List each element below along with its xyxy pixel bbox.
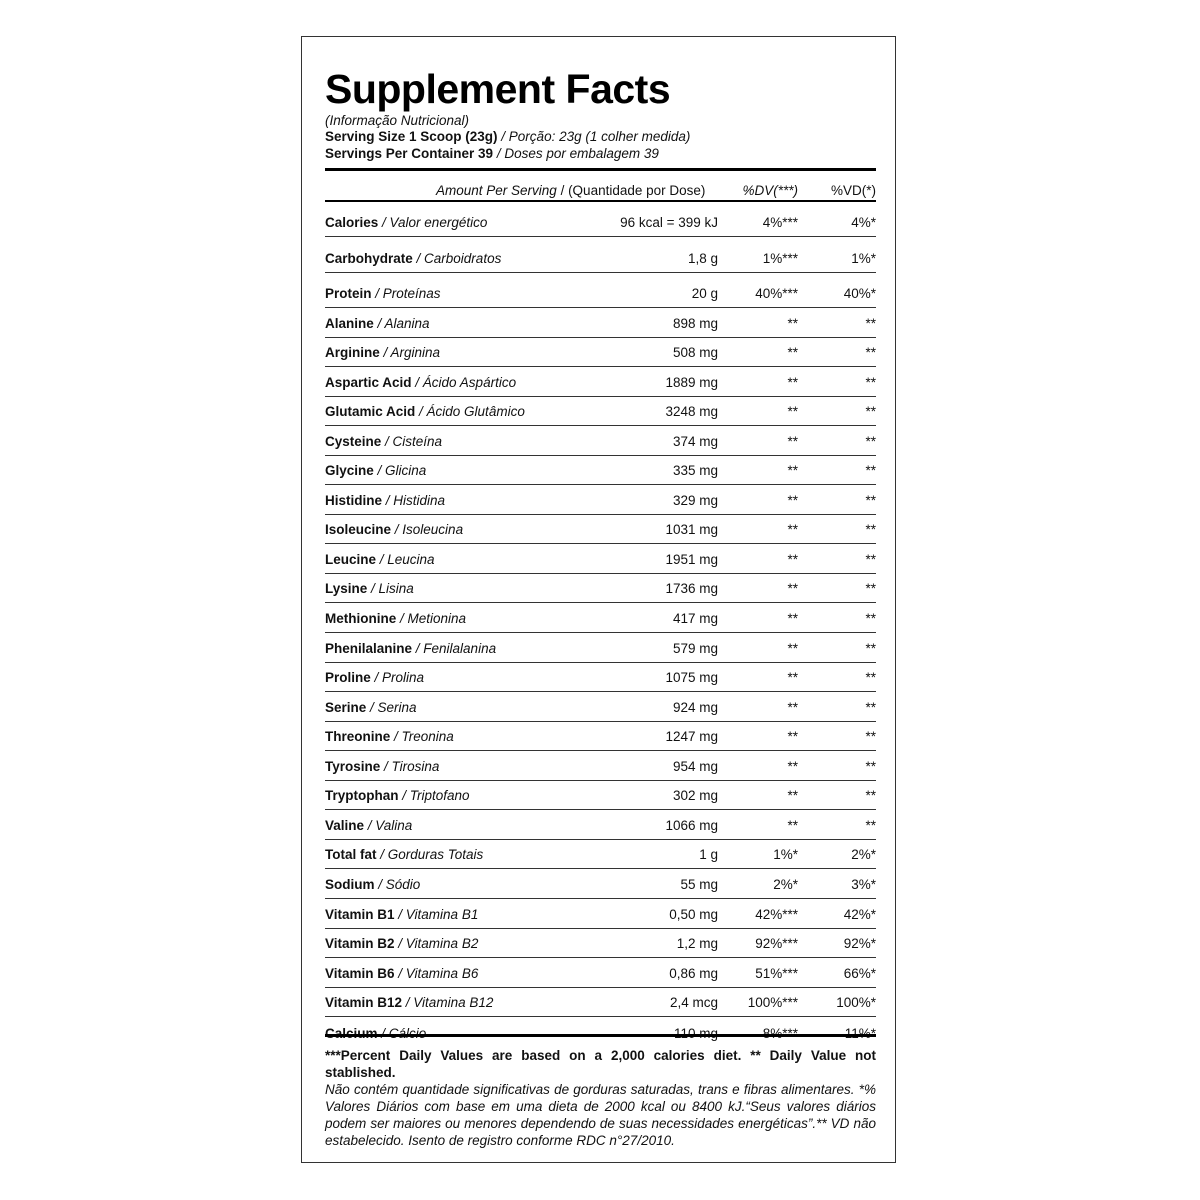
nutrient-name-pt: / Arginina <box>379 345 441 361</box>
nutrient-amount: 335 mg <box>672 463 718 479</box>
nutrient-amount: 20 g <box>691 286 718 301</box>
nutrient-vd: 4%* <box>851 215 876 230</box>
nutrient-amount: 329 mg <box>672 492 718 508</box>
nutrient-name-pt: / Leucina <box>376 551 435 567</box>
table-row <box>325 202 876 237</box>
nutrient-name-en: Carbohydrate <box>325 251 413 266</box>
nutrient-dv: ** <box>787 581 798 597</box>
nutrient-vd: 92%* <box>843 936 876 952</box>
nutrient-name-pt: / Cisteína <box>381 433 443 449</box>
nutrient-dv: 1%*** <box>762 251 798 266</box>
nutrient-name <box>325 995 493 1010</box>
nutrient-vd: ** <box>865 551 876 567</box>
nutrient-name <box>325 700 417 715</box>
nutrient-name-en: Serine <box>325 699 367 715</box>
table-row <box>325 899 876 929</box>
serving-size-pt: / Porção: 23g (1 colher medida) <box>497 129 691 144</box>
amount-header-label: Amount Per Serving <box>436 183 557 198</box>
nutrient-dv: 100%*** <box>747 995 798 1011</box>
table-row <box>325 722 876 752</box>
nutrient-vd: ** <box>865 374 876 390</box>
nutrient-vd: ** <box>865 492 876 508</box>
nutrient-amount: 1951 mg <box>665 551 718 567</box>
nutrient-name <box>325 434 442 449</box>
nutrient-name-en: Arginine <box>325 345 380 361</box>
nutrient-amount: 0,50 mg <box>669 906 718 922</box>
nutrient-name-en: Methionine <box>325 611 397 627</box>
nutrient-dv: ** <box>787 315 798 331</box>
nutrient-name <box>325 404 525 419</box>
nutrient-name-pt: / Triptofano <box>398 788 470 804</box>
nutrient-dv: 2%* <box>773 876 798 892</box>
nutrient-name-pt: / Serina <box>366 699 417 715</box>
nutrient-dv: ** <box>787 729 798 745</box>
nutrient-name-pt: / Vitamina B6 <box>394 965 479 981</box>
nutrient-vd: ** <box>865 729 876 745</box>
table-row <box>325 781 876 811</box>
nutrient-amount: 508 mg <box>672 345 718 361</box>
nutrient-dv: ** <box>787 670 798 686</box>
nutrient-name-en: Alanine <box>325 315 374 331</box>
footnote-pt: Não contém quantidade significativas de gorduras saturadas, trans e fibras alimentares. *% Valores Diários com base em uma dieta de 2000 kcal ou 8400 kJ.“Seus valores diários podem ser maiores ou menores dependendo de suas necessidades energéticas”.** VD não estabelecido. Isento de registro conforme RDC n°27/2010. <box>325 1082 876 1148</box>
nutrient-vd: ** <box>865 522 876 538</box>
nutrient-amount: 3248 mg <box>665 404 718 420</box>
nutrient-name <box>325 907 478 922</box>
nutrient-dv: 42%*** <box>755 906 798 922</box>
nutrient-amount: 898 mg <box>672 315 718 331</box>
table-row <box>325 810 876 840</box>
nutrient-dv: ** <box>787 374 798 390</box>
nutrient-name <box>325 611 466 626</box>
nutrient-dv: 40%*** <box>755 286 798 301</box>
nutrient-vd: 1%* <box>851 251 876 266</box>
nutrient-amount: 417 mg <box>672 611 718 627</box>
nutrient-amount: 1889 mg <box>665 374 718 390</box>
amount-header <box>436 183 705 198</box>
nutrient-amount: 55 mg <box>680 876 718 892</box>
nutrient-name <box>325 345 440 360</box>
nutrient-name-en: Aspartic Acid <box>325 374 412 390</box>
table-row <box>325 988 876 1018</box>
vd-header: %VD(*) <box>830 183 876 198</box>
nutrient-vd: ** <box>865 788 876 804</box>
nutrient-name-en: Threonine <box>325 729 391 745</box>
servings-per-container <box>325 146 659 162</box>
nutrient-vd: 100%* <box>836 995 876 1011</box>
nutrient-name-pt: / Vitamina B12 <box>402 995 494 1011</box>
nutrient-name-en: Sodium <box>325 876 375 892</box>
nutrient-name-en: Vitamin B2 <box>325 936 395 952</box>
nutrient-name-en: Tyrosine <box>325 758 381 774</box>
table-row <box>325 456 876 486</box>
nutrient-dv: ** <box>787 758 798 774</box>
nutrient-amount: 1066 mg <box>665 817 718 833</box>
nutrient-name-pt: / Histidina <box>382 492 446 508</box>
nutrient-name-en: Vitamin B12 <box>325 995 403 1011</box>
nutrient-vd: ** <box>865 611 876 627</box>
nutrient-name-pt: / Isoleucina <box>391 522 464 538</box>
nutrient-amount: 0,86 mg <box>669 965 718 981</box>
nutrient-name <box>325 818 412 833</box>
serving-size-label: Serving Size 1 Scoop (23g) <box>325 129 498 144</box>
page-title: Supplement Facts <box>325 66 671 112</box>
nutrient-name-en: Histidine <box>325 492 383 508</box>
table-row <box>325 604 876 634</box>
nutrient-name-pt: / Proteínas <box>371 286 441 301</box>
nutrient-vd: ** <box>865 640 876 656</box>
nutrient-vd: 66%* <box>843 965 876 981</box>
supplement-facts-panel <box>301 36 896 1163</box>
nutrient-name <box>325 251 501 266</box>
nutrient-dv: 51%*** <box>755 965 798 981</box>
table-row <box>325 663 876 693</box>
amount-header-pt: / (Quantidade por Dose) <box>556 183 706 198</box>
nutrient-vd: ** <box>865 699 876 715</box>
footnotes <box>325 1047 876 1149</box>
nutrient-name-pt: / Glicina <box>373 463 427 479</box>
bottom-divider <box>325 1034 876 1037</box>
nutrient-name <box>325 316 430 331</box>
nutrient-name-en: Leucine <box>325 551 377 567</box>
nutrient-name <box>325 847 483 862</box>
subtitle: (Informação Nutricional) <box>325 113 470 128</box>
table-row <box>325 1017 876 1047</box>
servings-pt: / Doses por embalagem 39 <box>493 146 659 161</box>
nutrient-vd: 3%* <box>851 876 876 892</box>
nutrient-name-pt: / Valor energético <box>378 215 488 230</box>
nutrient-name-pt: / Fenilalanina <box>412 640 497 656</box>
nutrient-name-en: Vitamin B6 <box>325 965 395 981</box>
dv-header: %DV(***) <box>742 183 798 198</box>
nutrient-vd: ** <box>865 581 876 597</box>
nutrient-name-en: Cysteine <box>325 433 382 449</box>
table-row <box>325 397 876 427</box>
nutrient-amount: 2,4 mcg <box>669 995 718 1011</box>
nutrient-name-en: Protein <box>325 286 372 301</box>
nutrient-amount: 1736 mg <box>665 581 718 597</box>
nutrient-name-pt: / Ácido Aspártico <box>411 374 517 390</box>
nutrient-dv: ** <box>787 788 798 804</box>
nutrient-name-pt: / Sódio <box>374 876 421 892</box>
nutrient-amount: 924 mg <box>672 699 718 715</box>
nutrient-dv: ** <box>787 611 798 627</box>
table-row <box>325 367 876 397</box>
nutrient-name-en: Isoleucine <box>325 522 392 538</box>
table-row <box>325 308 876 338</box>
nutrient-amount: 1 g <box>699 847 718 863</box>
nutrient-name <box>325 641 496 656</box>
nutrient-dv: ** <box>787 640 798 656</box>
nutrient-dv: 1%* <box>773 847 798 863</box>
nutrient-amount: 1247 mg <box>665 729 718 745</box>
nutrient-name-pt: / Metionina <box>396 611 467 627</box>
nutrient-name <box>325 936 478 951</box>
nutrient-name <box>325 670 424 685</box>
nutrient-name-pt: / Prolina <box>370 670 425 686</box>
footnote-en: ***Percent Daily Values are based on a 2,000 calories diet. ** Daily Value not stablished. <box>325 1048 876 1080</box>
nutrient-vd: ** <box>865 670 876 686</box>
table-row <box>325 237 876 273</box>
nutrient-dv: ** <box>787 345 798 361</box>
nutrient-name <box>325 788 470 803</box>
table-row <box>325 929 876 959</box>
nutrient-vd: 2%* <box>851 847 876 863</box>
table-row <box>325 633 876 663</box>
nutrient-name-pt: / Gorduras Totais <box>376 847 484 863</box>
nutrient-name-pt: / Lisina <box>367 581 414 597</box>
nutrient-name-pt: / Carboidratos <box>412 251 502 266</box>
nutrient-name <box>325 375 516 390</box>
servings-label: Servings Per Container 39 <box>325 146 494 161</box>
nutrient-name <box>325 463 426 478</box>
nutrient-dv: ** <box>787 463 798 479</box>
nutrient-name-en: Lysine <box>325 581 368 597</box>
nutrient-dv: 92%*** <box>755 936 798 952</box>
nutrient-dv: ** <box>787 699 798 715</box>
table-row <box>325 692 876 722</box>
table-row <box>325 485 876 515</box>
nutrient-dv: ** <box>787 404 798 420</box>
nutrient-name-pt: / Valina <box>364 817 413 833</box>
nutrient-name <box>325 552 435 567</box>
nutrient-amount: 1075 mg <box>665 670 718 686</box>
table-row <box>325 273 876 308</box>
nutrient-name <box>325 966 478 981</box>
nutrient-amount: 302 mg <box>672 788 718 804</box>
nutrient-name <box>325 493 445 508</box>
serving-size <box>325 129 690 145</box>
nutrient-name <box>325 215 487 230</box>
table-row <box>325 751 876 781</box>
nutrient-vd: ** <box>865 817 876 833</box>
nutrient-vd: ** <box>865 433 876 449</box>
nutrient-name-pt: / Ácido Glutâmico <box>415 404 525 420</box>
nutrient-name-en: Phenilalanine <box>325 640 413 656</box>
table-row <box>325 958 876 988</box>
nutrient-vd: ** <box>865 315 876 331</box>
nutrient-dv: 4%*** <box>762 215 798 230</box>
nutrient-vd: ** <box>865 758 876 774</box>
nutrient-name-en: Vitamin B1 <box>325 906 395 922</box>
nutrient-name-en: Glutamic Acid <box>325 404 416 420</box>
nutrient-name-en: Glycine <box>325 463 374 479</box>
nutrient-dv: ** <box>787 492 798 508</box>
nutrient-name <box>325 286 441 301</box>
nutrient-name <box>325 759 439 774</box>
nutrient-name <box>325 729 454 744</box>
nutrient-name-en: Proline <box>325 670 371 686</box>
nutrient-dv: ** <box>787 817 798 833</box>
table-row <box>325 426 876 456</box>
nutrient-name <box>325 581 414 596</box>
table-row <box>325 574 876 604</box>
nutrient-amount: 96 kcal = 399 kJ <box>620 215 718 230</box>
nutrient-name-en: Tryptophan <box>325 788 399 804</box>
nutrient-dv: ** <box>787 433 798 449</box>
nutrient-name <box>325 877 420 892</box>
nutrient-amount: 1031 mg <box>665 522 718 538</box>
nutrient-name-pt: / Vitamina B1 <box>394 906 479 922</box>
nutrient-dv: ** <box>787 551 798 567</box>
top-divider <box>325 168 876 171</box>
table-row <box>325 544 876 574</box>
nutrient-vd: ** <box>865 404 876 420</box>
nutrient-amount: 579 mg <box>672 640 718 656</box>
nutrient-name-pt: / Treonina <box>390 729 454 745</box>
nutrient-name <box>325 522 463 537</box>
nutrient-amount: 1,2 mg <box>676 936 718 952</box>
nutrient-name-pt: / Alanina <box>373 315 430 331</box>
nutrient-name-pt: / Vitamina B2 <box>394 936 479 952</box>
nutrient-vd: ** <box>865 345 876 361</box>
nutrient-name-en: Total fat <box>325 847 377 863</box>
nutrient-amount: 1,8 g <box>687 251 718 266</box>
table-row <box>325 338 876 368</box>
nutrient-vd: 42%* <box>843 906 876 922</box>
nutrient-amount: 374 mg <box>672 433 718 449</box>
nutrient-name-pt: / Tirosina <box>380 758 440 774</box>
table-row <box>325 869 876 899</box>
nutrient-name-en: Valine <box>325 817 365 833</box>
table-row <box>325 840 876 870</box>
nutrient-amount: 954 mg <box>672 758 718 774</box>
nutrient-name-en: Calories <box>325 215 379 230</box>
table-row <box>325 515 876 545</box>
nutrient-dv: ** <box>787 522 798 538</box>
nutrient-vd: 40%* <box>843 286 876 301</box>
nutrient-vd: ** <box>865 463 876 479</box>
